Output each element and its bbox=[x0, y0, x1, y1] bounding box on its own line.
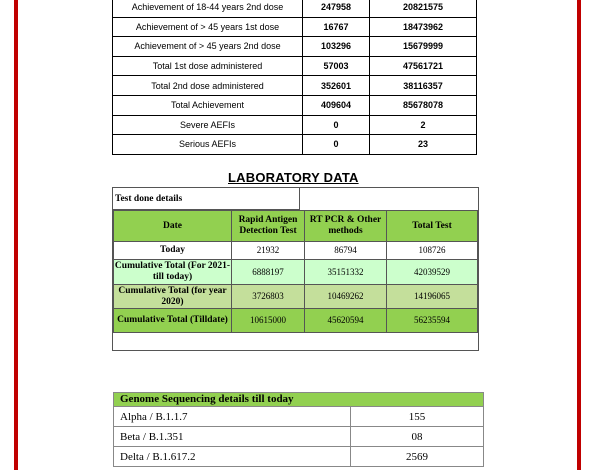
page-border-right bbox=[577, 0, 581, 470]
laboratory-table-container bbox=[112, 187, 479, 351]
row-label: Cumulative Total (for year 2020) bbox=[114, 285, 232, 309]
table-row bbox=[113, 0, 477, 17]
column-header: Total Test bbox=[387, 211, 478, 242]
today-value: 57003 bbox=[303, 56, 370, 76]
row-label: Achievement of > 45 years 1st dose bbox=[113, 17, 303, 37]
today-value: 247958 bbox=[303, 0, 370, 17]
table-row bbox=[113, 115, 477, 135]
cumulative-value: 15679999 bbox=[370, 37, 477, 57]
rtpcr-value: 45620594 bbox=[305, 309, 387, 333]
variant-name: Beta / B.1.351 bbox=[114, 427, 351, 447]
row-label: Cumulative Total (For 2021- till today) bbox=[114, 260, 232, 285]
cumulative-value: 85678078 bbox=[370, 95, 477, 115]
row-label: Serious AEFIs bbox=[113, 135, 303, 155]
genome-table-title: Genome Sequencing details till today bbox=[114, 393, 484, 407]
table-row bbox=[114, 407, 484, 427]
row-label: Total Achievement bbox=[113, 95, 303, 115]
cumulative-value: 38116357 bbox=[370, 76, 477, 96]
table-row bbox=[114, 260, 478, 285]
vaccination-table bbox=[112, 0, 477, 155]
cumulative-value: 2 bbox=[370, 115, 477, 135]
table-row bbox=[114, 242, 478, 260]
rtpcr-value: 86794 bbox=[305, 242, 387, 260]
column-header: Date bbox=[114, 211, 232, 242]
table-caption: Test done details bbox=[113, 188, 300, 210]
table-row bbox=[113, 37, 477, 57]
total-value: 108726 bbox=[387, 242, 478, 260]
page-border-left bbox=[14, 0, 18, 470]
table-row bbox=[113, 135, 477, 155]
table-row bbox=[113, 76, 477, 96]
column-header: Rapid Antigen Detection Test bbox=[232, 211, 305, 242]
variant-count: 155 bbox=[351, 407, 484, 427]
variant-name: Delta / B.1.617.2 bbox=[114, 447, 351, 467]
row-label: Severe AEFIs bbox=[113, 115, 303, 135]
table-row bbox=[113, 95, 477, 115]
row-label: Total 2nd dose administered bbox=[113, 76, 303, 96]
row-label: Total 1st dose administered bbox=[113, 56, 303, 76]
today-value: 16767 bbox=[303, 17, 370, 37]
table-header-row bbox=[114, 393, 484, 407]
rapid-value: 21932 bbox=[232, 242, 305, 260]
table-row bbox=[113, 17, 477, 37]
rtpcr-value: 10469262 bbox=[305, 285, 387, 309]
cumulative-value: 47561721 bbox=[370, 56, 477, 76]
table-row bbox=[114, 309, 478, 333]
row-label: Achievement of > 45 years 2nd dose bbox=[113, 37, 303, 57]
total-value: 14196065 bbox=[387, 285, 478, 309]
cumulative-value: 20821575 bbox=[370, 0, 477, 17]
rapid-value: 6888197 bbox=[232, 260, 305, 285]
column-header: RT PCR & Other methods bbox=[305, 211, 387, 242]
row-label: Today bbox=[114, 242, 232, 260]
cumulative-value: 23 bbox=[370, 135, 477, 155]
variant-count: 08 bbox=[351, 427, 484, 447]
row-label: Cumulative Total (Tilldate) bbox=[114, 309, 232, 333]
today-value: 352601 bbox=[303, 76, 370, 96]
table-row bbox=[113, 56, 477, 76]
table-row bbox=[114, 285, 478, 309]
section-title: LABORATORY DATA bbox=[228, 170, 359, 185]
table-row bbox=[114, 447, 484, 467]
row-label: Achievement of 18-44 years 2nd dose bbox=[113, 0, 303, 17]
rapid-value: 3726803 bbox=[232, 285, 305, 309]
today-value: 409604 bbox=[303, 95, 370, 115]
table-row bbox=[114, 427, 484, 447]
variant-count: 2569 bbox=[351, 447, 484, 467]
rtpcr-value: 35151332 bbox=[305, 260, 387, 285]
today-value: 103296 bbox=[303, 37, 370, 57]
today-value: 0 bbox=[303, 115, 370, 135]
variant-name: Alpha / B.1.1.7 bbox=[114, 407, 351, 427]
laboratory-table bbox=[113, 210, 478, 333]
rapid-value: 10615000 bbox=[232, 309, 305, 333]
cumulative-value: 18473962 bbox=[370, 17, 477, 37]
table-header-row bbox=[114, 211, 478, 242]
today-value: 0 bbox=[303, 135, 370, 155]
total-value: 56235594 bbox=[387, 309, 478, 333]
genome-sequencing-table bbox=[113, 392, 484, 467]
total-value: 42039529 bbox=[387, 260, 478, 285]
